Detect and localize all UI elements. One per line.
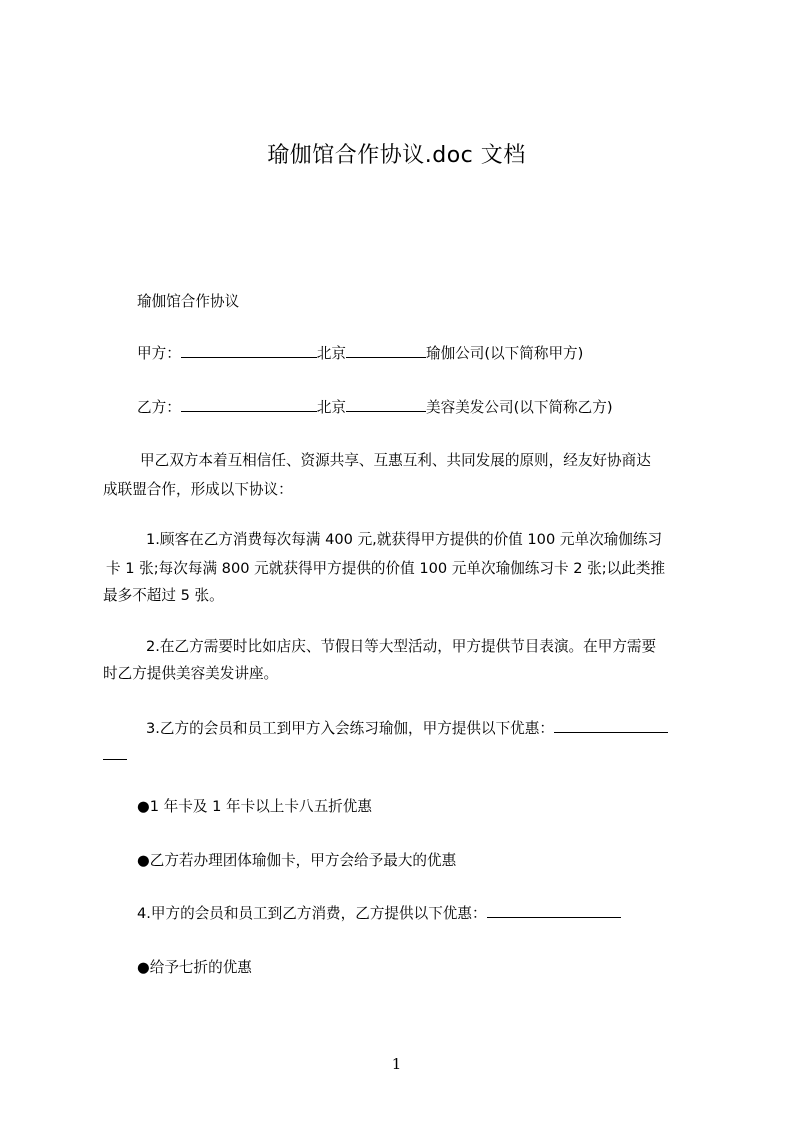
- clause-3-blank-continued: [103, 746, 127, 760]
- agreement-heading: 瑜伽馆合作协议: [137, 293, 240, 310]
- party-a-blank-1: [181, 344, 317, 358]
- clause-1-line-3: 最多不超过 5 张。: [103, 587, 224, 604]
- intro-line-2: 成联盟合作，形成以下协议：: [103, 481, 293, 498]
- party-b-label: 乙方：: [137, 399, 181, 416]
- clause-4-blank: [487, 904, 621, 918]
- party-a-line: [137, 344, 583, 364]
- bullet-discount: ●给予七折的优惠: [137, 959, 252, 976]
- party-a-blank-2: [346, 344, 426, 358]
- party-b-company: 美容美发公司(以下简称乙方): [426, 399, 613, 416]
- party-a-label: 甲方：: [137, 345, 181, 362]
- party-b-blank-1: [181, 398, 317, 412]
- clause-4-text: 4.甲方的会员和员工到乙方消费，乙方提供以下优惠：: [137, 905, 487, 922]
- clause-3-line-2: [103, 746, 127, 766]
- clause-1-line-2: 卡 1 张;每次每满 800 元就获得甲方提供的价值 100 元单次瑜伽练习卡 2 张;以此类推: [106, 560, 666, 577]
- clause-3-blank: [554, 719, 668, 733]
- clause-1-line-1: 1.顾客在乙方消费每次每满 400 元,就获得甲方提供的价值 100 元单次瑜伽练习: [146, 531, 663, 548]
- clause-2-line-1: 2.在乙方需要时比如店庆、节假日等大型活动，甲方提供节目表演。在甲方需要: [146, 638, 657, 655]
- party-b-line: [137, 398, 613, 418]
- page-number: 1: [391, 1055, 402, 1073]
- party-a-city: 北京: [316, 345, 346, 362]
- bullet-group-card: ●乙方若办理团体瑜伽卡，甲方会给予最大的优惠: [137, 852, 457, 869]
- document-title: 瑜伽馆合作协议.doc 文档: [267, 143, 526, 168]
- clause-3-line-1: [146, 719, 668, 739]
- bullet-annual-card: ●1 年卡及 1 年卡以上卡八五折优惠: [137, 798, 372, 815]
- party-b-blank-2: [346, 398, 426, 412]
- clause-2-line-2: 时乙方提供美容美发讲座。: [103, 665, 279, 682]
- party-a-company: 瑜伽公司(以下简称甲方): [426, 345, 584, 362]
- intro-line-1: 甲乙双方本着互相信任、资源共享、互惠互利、共同发展的原则，经友好协商达: [140, 452, 651, 469]
- clause-3-text: 3.乙方的会员和员工到甲方入会练习瑜伽，甲方提供以下优惠：: [146, 720, 554, 737]
- clause-4-line: [137, 904, 621, 924]
- party-b-city: 北京: [316, 399, 346, 416]
